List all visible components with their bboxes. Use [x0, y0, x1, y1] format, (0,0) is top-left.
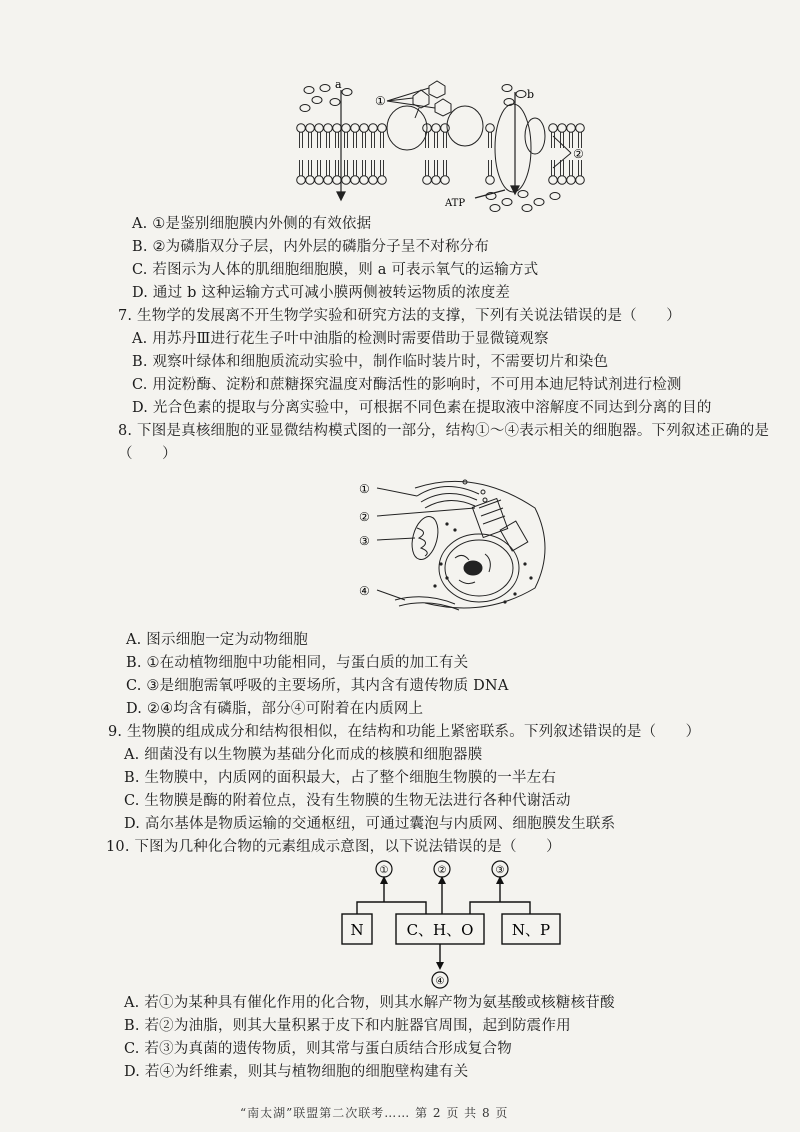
organelle-label-2: ②: [359, 510, 370, 524]
q6-option-c: C. 若图示为人体的肌细胞细胞膜，则 a 可表示氧气的运输方式: [132, 262, 539, 278]
q9-option-c: C. 生物膜是酶的附着位点，没有生物膜的生物无法进行各种代谢活动: [124, 793, 571, 809]
q7-stem: 7. 生物学的发展离不开生物学实验和研究方法的支撑，下列有关说法错误的是（ ）: [118, 308, 681, 324]
q10-option-d: D. 若④为纤维素，则其与植物细胞的细胞壁构建有关: [124, 1064, 469, 1080]
cell-membrane-figure: [295, 78, 595, 213]
q8-option-b: B. ①在动植物细胞中功能相同，与蛋白质的加工有关: [126, 655, 469, 671]
q7-option-d: D. 光合色素的提取与分离实验中，可根据不同色素在提取液中溶解度不同达到分离的目的: [132, 400, 712, 416]
output-3-label: ③: [495, 865, 505, 876]
q8-stem-line2: （ ）: [118, 446, 177, 462]
element-composition-diagram: [330, 860, 570, 992]
output-4-label: ④: [435, 976, 445, 987]
q8-stem-line1: 8. 下图是真核细胞的亚显微结构模式图的一部分，结构①～④表示相关的细胞器。下列叙述正确的是: [118, 423, 770, 439]
q9-option-b: B. 生物膜中，内质网的面积最大，占了整个细胞生物膜的一半左右: [124, 770, 557, 786]
q9-stem: 9. 生物膜的组成成分和结构很相似，在结构和功能上紧密联系。下列叙述错误的是（ ）: [108, 724, 701, 740]
label-atp: ATP: [445, 198, 466, 209]
label-2: ②: [573, 147, 584, 161]
output-2-label: ②: [437, 865, 447, 876]
q8-option-c: C. ③是细胞需氧呼吸的主要场所，其内含有遗传物质 DNA: [126, 678, 509, 694]
q10-stem: 10. 下图为几种化合物的元素组成示意图，以下说法错误的是（ ）: [106, 839, 561, 855]
phospholipid-bilayer: [297, 124, 585, 185]
organelle-label-4: ④: [359, 584, 370, 598]
box-cho-label: C、H、O: [406, 921, 474, 939]
q6-option-d: D. 通过 b 这种运输方式可减小膜两侧被转运物质的浓度差: [132, 285, 511, 301]
q7-option-a: A. 用苏丹Ⅲ进行花生子叶中油脂的检测时需要借助于显微镜观察: [132, 331, 549, 347]
box-n-label: N: [350, 921, 364, 939]
q7-option-b: B. 观察叶绿体和细胞质流动实验中，制作临时装片时，不需要切片和染色: [132, 354, 609, 370]
q6-option-b: B. ②为磷脂双分子层，内外层的磷脂分子呈不对称分布: [132, 239, 490, 255]
label-1: ①: [375, 94, 386, 108]
q8-option-a: A. 图示细胞一定为动物细胞: [126, 632, 308, 648]
label-b: b: [527, 88, 535, 101]
box-np-label: N、P: [511, 921, 551, 939]
q6-option-a: A. ①是鉴别细胞膜内外侧的有效依据: [132, 216, 372, 232]
label-a: a: [335, 78, 342, 91]
q9-option-d: D. 高尔基体是物质运输的交通枢纽，可通过囊泡与内质网、细胞膜发生联系: [124, 816, 616, 832]
organelle-label-3: ③: [359, 534, 370, 548]
organelle-label-1: ①: [359, 482, 370, 496]
q9-option-a: A. 细菌没有以生物膜为基础分化而成的核膜和细胞器膜: [124, 747, 483, 763]
output-1-label: ①: [379, 865, 389, 876]
cell-organelle-figure: [355, 468, 555, 618]
q10-option-b: B. 若②为油脂，则其大量积累于皮下和内脏器官周围，起到防震作用: [124, 1018, 571, 1034]
q8-option-d: D. ②④均含有磷脂，部分④可附着在内质网上: [126, 701, 424, 717]
page-footer: “南太湖”联盟第二次联考…… 第 2 页 共 8 页: [240, 1106, 509, 1120]
q10-option-c: C. 若③为真菌的遗传物质，则其常与蛋白质结合形成复合物: [124, 1041, 512, 1057]
q7-option-c: C. 用淀粉酶、淀粉和蔗糖探究温度对酶活性的影响时，不可用本迪尼特试剂进行检测: [132, 377, 682, 393]
q10-option-a: A. 若①为某种具有催化作用的化合物，则其水解产物为氨基酸或核糖核苷酸: [124, 995, 615, 1011]
